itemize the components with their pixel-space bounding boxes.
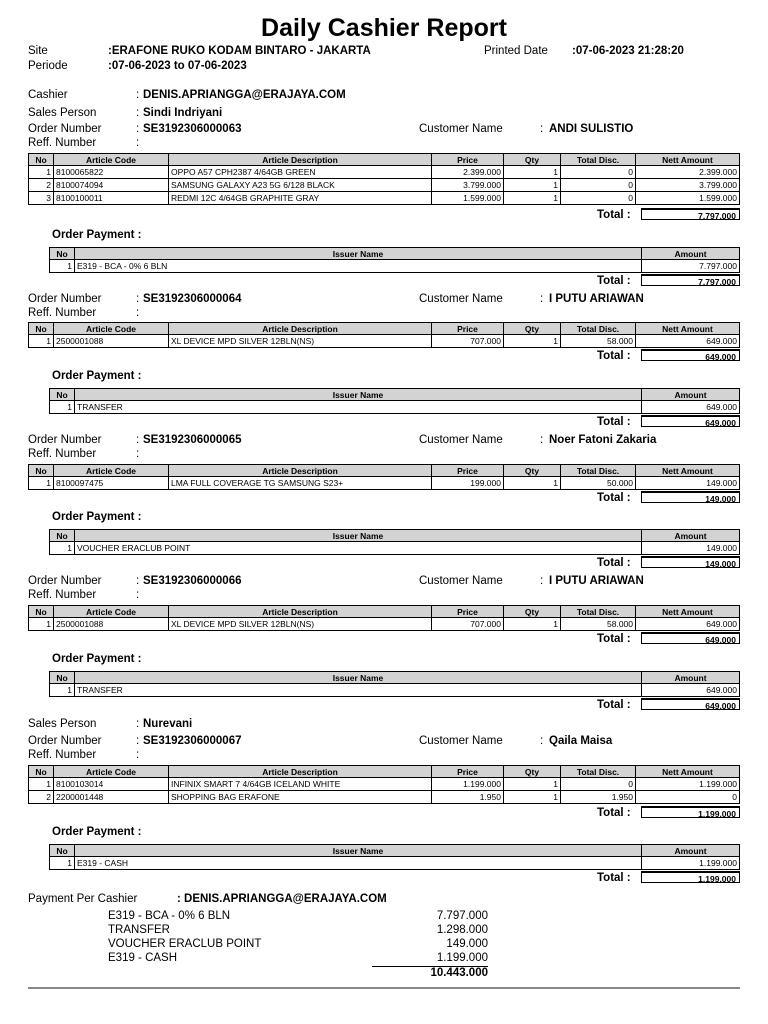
cell-amount: 649.000 — [642, 684, 740, 697]
col-total-disc: Total Disc. — [561, 766, 636, 778]
total-label: Total : — [597, 699, 631, 711]
cell-desc: XL DEVICE MPD SILVER 12BLN(NS) — [169, 618, 432, 631]
cell-code: 2500001088 — [54, 618, 169, 631]
col-article-code: Article Code — [54, 465, 169, 477]
cell-amount: 7.797.000 — [642, 260, 740, 273]
col-no: No — [50, 248, 75, 260]
order-payment-heading: Order Payment : — [52, 653, 142, 665]
customer-name-label: Customer Name — [419, 434, 503, 446]
col-article-desc: Article Description — [169, 465, 432, 477]
col-total-disc: Total Disc. — [561, 323, 636, 335]
summary-method: E319 - CASH — [108, 952, 178, 964]
footer-divider — [28, 987, 740, 989]
table-row — [29, 778, 740, 791]
items-table — [28, 464, 740, 490]
order-number-label: Order Number — [28, 434, 102, 446]
col-total-disc: Total Disc. — [561, 606, 636, 618]
col-issuer-name: Issuer Name — [75, 672, 642, 684]
col-amount: Amount — [642, 530, 740, 542]
col-nett-amount: Nett Amount — [636, 465, 740, 477]
col-price: Price — [432, 154, 504, 166]
colon: : — [136, 89, 140, 101]
colon: : — [136, 718, 140, 730]
col-no: No — [29, 766, 54, 778]
total-label: Total : — [597, 633, 631, 645]
cell-disc: 0 — [561, 166, 636, 179]
items-table — [28, 322, 740, 348]
summary-method: VOUCHER ERACLUB POINT — [108, 938, 262, 950]
cell-amount: 649.000 — [642, 401, 740, 414]
cell-price: 707.000 — [432, 618, 504, 631]
cell-amount: 1.199.000 — [642, 857, 740, 870]
colon: : — [136, 293, 140, 305]
cell-no: 1 — [50, 857, 75, 870]
cell-code: 2500001088 — [54, 335, 169, 348]
col-qty: Qty — [504, 465, 561, 477]
order-total: 1.199.000 — [641, 806, 740, 818]
col-nett-amount: Nett Amount — [636, 154, 740, 166]
cell-desc: INFINIX SMART 7 4/64GB ICELAND WHITE — [169, 778, 432, 791]
cell-disc: 0 — [561, 192, 636, 205]
cell-nett: 0 — [636, 791, 740, 804]
colon: : — [136, 107, 140, 119]
table-row — [50, 684, 740, 697]
total-label: Total : — [597, 209, 631, 221]
col-no: No — [29, 606, 54, 618]
col-article-desc: Article Description — [169, 154, 432, 166]
table-row — [29, 791, 740, 804]
cell-desc: XL DEVICE MPD SILVER 12BLN(NS) — [169, 335, 432, 348]
customer-name-value: Noer Fatoni Zakaria — [549, 434, 657, 446]
cell-issuer: TRANSFER — [75, 684, 642, 697]
cell-qty: 1 — [504, 192, 561, 205]
col-article-desc: Article Description — [169, 606, 432, 618]
col-amount: Amount — [642, 672, 740, 684]
colon: : — [136, 575, 140, 587]
col-no: No — [29, 465, 54, 477]
customer-name-value: Qaila Maisa — [549, 735, 613, 747]
cell-nett: 649.000 — [636, 618, 740, 631]
cell-desc: SAMSUNG GALAXY A23 5G 6/128 BLACK — [169, 179, 432, 192]
colon: : — [540, 735, 544, 747]
sales-person-label: Sales Person — [28, 718, 97, 730]
cell-code: 8100074094 — [54, 179, 169, 192]
col-no: No — [29, 154, 54, 166]
col-qty: Qty — [504, 323, 561, 335]
cell-issuer: E319 - CASH — [75, 857, 642, 870]
col-qty: Qty — [504, 766, 561, 778]
order-number-label: Order Number — [28, 123, 102, 135]
total-label: Total : — [597, 492, 631, 504]
order-number-value: SE3192306000063 — [143, 123, 242, 135]
cell-disc: 0 — [561, 778, 636, 791]
summary-amount: 1.298.000 — [436, 924, 488, 936]
cell-code: 8100103014 — [54, 778, 169, 791]
colon: : — [136, 749, 140, 761]
order-total: 649.000 — [641, 349, 740, 361]
sales-person-value: Sindi Indriyani — [143, 107, 223, 119]
reff-number-label: Reff. Number — [28, 307, 97, 319]
col-total-disc: Total Disc. — [561, 465, 636, 477]
cell-disc: 1.950 — [561, 791, 636, 804]
colon: : — [540, 575, 544, 587]
total-label: Total : — [597, 807, 631, 819]
total-label: Total : — [597, 350, 631, 362]
payment-table — [49, 529, 740, 555]
cell-nett: 2.399.000 — [636, 166, 740, 179]
cell-code: 8100100011 — [54, 192, 169, 205]
colon: : — [540, 123, 544, 135]
summary-amount: 149.000 — [446, 938, 488, 950]
items-table — [28, 765, 740, 804]
payment-total: 649.000 — [641, 415, 740, 427]
customer-name-value: I PUTU ARIAWAN — [549, 293, 644, 305]
colon: : — [136, 123, 140, 135]
summary-grand-total: 10.443.000 — [430, 967, 488, 979]
col-nett-amount: Nett Amount — [636, 606, 740, 618]
cell-nett: 1.599.000 — [636, 192, 740, 205]
cell-nett: 649.000 — [636, 335, 740, 348]
colon: : — [540, 293, 544, 305]
col-price: Price — [432, 323, 504, 335]
payment-total: 649.000 — [641, 698, 740, 710]
col-price: Price — [432, 606, 504, 618]
cell-price: 1.599.000 — [432, 192, 504, 205]
cell-no: 1 — [29, 335, 54, 348]
cell-price: 3.799.000 — [432, 179, 504, 192]
cell-disc: 58.000 — [561, 618, 636, 631]
total-label: Total : — [597, 557, 631, 569]
order-number-value: SE3192306000065 — [143, 434, 242, 446]
table-row — [50, 260, 740, 273]
summary-method: E319 - BCA - 0% 6 BLN — [108, 910, 231, 922]
cell-qty: 1 — [504, 477, 561, 490]
cell-desc: LMA FULL COVERAGE TG SAMSUNG S23+ — [169, 477, 432, 490]
payment-table — [49, 388, 740, 414]
customer-name-label: Customer Name — [419, 123, 503, 135]
payment-table — [49, 247, 740, 273]
cell-qty: 1 — [504, 179, 561, 192]
colon: : — [136, 307, 140, 319]
cell-no: 1 — [50, 542, 75, 555]
cell-no: 1 — [29, 618, 54, 631]
reff-number-label: Reff. Number — [28, 589, 97, 601]
site-label: Site — [28, 45, 48, 57]
col-issuer-name: Issuer Name — [75, 248, 642, 260]
cell-no: 1 — [50, 401, 75, 414]
table-row — [29, 335, 740, 348]
table-row — [29, 192, 740, 205]
table-row — [29, 618, 740, 631]
printed-date-value: :07-06-2023 21:28:20 — [572, 45, 684, 57]
table-row — [50, 542, 740, 555]
sales-person-label: Sales Person — [28, 107, 97, 119]
cell-qty: 1 — [504, 618, 561, 631]
col-amount: Amount — [642, 248, 740, 260]
col-issuer-name: Issuer Name — [75, 530, 642, 542]
payment-total: 149.000 — [641, 556, 740, 568]
order-payment-heading: Order Payment : — [52, 370, 142, 382]
col-article-desc: Article Description — [169, 766, 432, 778]
cell-code: 2200001448 — [54, 791, 169, 804]
total-label: Total : — [597, 275, 631, 287]
reff-number-label: Reff. Number — [28, 137, 97, 149]
cell-no: 2 — [29, 179, 54, 192]
summary-amount: 1.199.000 — [436, 952, 488, 964]
cell-no: 3 — [29, 192, 54, 205]
order-number-value: SE3192306000066 — [143, 575, 242, 587]
colon: : — [136, 137, 140, 149]
customer-name-label: Customer Name — [419, 575, 503, 587]
cell-nett: 149.000 — [636, 477, 740, 490]
cell-price: 707.000 — [432, 335, 504, 348]
payment-table — [49, 844, 740, 870]
col-no: No — [29, 323, 54, 335]
periode-label: Periode — [28, 60, 68, 72]
payment-table — [49, 671, 740, 697]
cell-qty: 1 — [504, 778, 561, 791]
table-row — [29, 179, 740, 192]
col-nett-amount: Nett Amount — [636, 323, 740, 335]
col-issuer-name: Issuer Name — [75, 389, 642, 401]
payment-per-cashier-value: : DENIS.APRIANGGA@ERAJAYA.COM — [177, 893, 387, 905]
order-total: 149.000 — [641, 491, 740, 503]
col-amount: Amount — [642, 845, 740, 857]
printed-date-label: Printed Date — [484, 45, 548, 57]
col-no: No — [50, 845, 75, 857]
cell-qty: 1 — [504, 791, 561, 804]
col-qty: Qty — [504, 154, 561, 166]
items-table — [28, 605, 740, 631]
col-qty: Qty — [504, 606, 561, 618]
col-nett-amount: Nett Amount — [636, 766, 740, 778]
customer-name-label: Customer Name — [419, 735, 503, 747]
cell-disc: 0 — [561, 179, 636, 192]
cell-no: 2 — [29, 791, 54, 804]
cell-code: 8100097475 — [54, 477, 169, 490]
payment-total: 7.797.000 — [641, 274, 740, 286]
cell-nett: 3.799.000 — [636, 179, 740, 192]
customer-name-value: ANDI SULISTIO — [549, 123, 634, 135]
total-label: Total : — [597, 872, 631, 884]
col-price: Price — [432, 766, 504, 778]
cell-disc: 58.000 — [561, 335, 636, 348]
cell-qty: 1 — [504, 166, 561, 179]
cell-qty: 1 — [504, 335, 561, 348]
order-number-label: Order Number — [28, 293, 102, 305]
col-article-code: Article Code — [54, 766, 169, 778]
customer-name-value: I PUTU ARIAWAN — [549, 575, 644, 587]
cell-no: 1 — [29, 778, 54, 791]
cell-price: 2.399.000 — [432, 166, 504, 179]
customer-name-label: Customer Name — [419, 293, 503, 305]
cell-disc: 50.000 — [561, 477, 636, 490]
order-payment-heading: Order Payment : — [52, 826, 142, 838]
order-number-value: SE3192306000064 — [143, 293, 242, 305]
cell-issuer: E319 - BCA - 0% 6 BLN — [75, 260, 642, 273]
items-table — [28, 153, 740, 205]
summary-amount: 7.797.000 — [436, 910, 488, 922]
order-payment-heading: Order Payment : — [52, 229, 142, 241]
periode-value: :07-06-2023 to 07-06-2023 — [108, 60, 247, 72]
reff-number-label: Reff. Number — [28, 448, 97, 460]
cell-desc: REDMI 12C 4/64GB GRAPHITE GRAY — [169, 192, 432, 205]
cell-price: 199.000 — [432, 477, 504, 490]
report-title: Daily Cashier Report — [261, 14, 507, 42]
cell-no: 1 — [50, 684, 75, 697]
payment-total: 1.199.000 — [641, 871, 740, 883]
cell-desc: SHOPPING BAG ERAFONE — [169, 791, 432, 804]
cell-issuer: TRANSFER — [75, 401, 642, 414]
colon: : — [136, 434, 140, 446]
payment-per-cashier-label: Payment Per Cashier — [28, 893, 138, 905]
cell-price: 1.950 — [432, 791, 504, 804]
colon: : — [136, 735, 140, 747]
col-article-desc: Article Description — [169, 323, 432, 335]
cashier-label: Cashier — [28, 89, 68, 101]
sales-person-value: Nurevani — [143, 718, 193, 730]
table-row — [50, 401, 740, 414]
col-article-code: Article Code — [54, 606, 169, 618]
order-number-label: Order Number — [28, 735, 102, 747]
cell-amount: 149.000 — [642, 542, 740, 555]
col-issuer-name: Issuer Name — [75, 845, 642, 857]
col-no: No — [50, 530, 75, 542]
order-number-value: SE3192306000067 — [143, 735, 242, 747]
col-price: Price — [432, 465, 504, 477]
cell-price: 1.199.000 — [432, 778, 504, 791]
table-row — [29, 477, 740, 490]
col-total-disc: Total Disc. — [561, 154, 636, 166]
col-article-code: Article Code — [54, 154, 169, 166]
table-row — [50, 857, 740, 870]
cell-no: 1 — [29, 166, 54, 179]
colon: : — [136, 589, 140, 601]
summary-method: TRANSFER — [108, 924, 170, 936]
cell-no: 1 — [50, 260, 75, 273]
order-total: 649.000 — [641, 632, 740, 644]
table-row — [29, 166, 740, 179]
cashier-value: DENIS.APRIANGGA@ERAJAYA.COM — [143, 89, 346, 101]
cell-issuer: VOUCHER ERACLUB POINT — [75, 542, 642, 555]
col-no: No — [50, 389, 75, 401]
colon: : — [136, 448, 140, 460]
col-article-code: Article Code — [54, 323, 169, 335]
cell-nett: 1.199.000 — [636, 778, 740, 791]
order-number-label: Order Number — [28, 575, 102, 587]
total-label: Total : — [597, 416, 631, 428]
reff-number-label: Reff. Number — [28, 749, 97, 761]
cell-no: 1 — [29, 477, 54, 490]
site-value: :ERAFONE RUKO KODAM BINTARO - JAKARTA — [108, 45, 371, 57]
order-total: 7.797.000 — [641, 208, 740, 220]
col-amount: Amount — [642, 389, 740, 401]
cell-desc: OPPO A57 CPH2387 4/64GB GREEN — [169, 166, 432, 179]
order-payment-heading: Order Payment : — [52, 511, 142, 523]
cell-code: 8100065822 — [54, 166, 169, 179]
col-no: No — [50, 672, 75, 684]
colon: : — [540, 434, 544, 446]
